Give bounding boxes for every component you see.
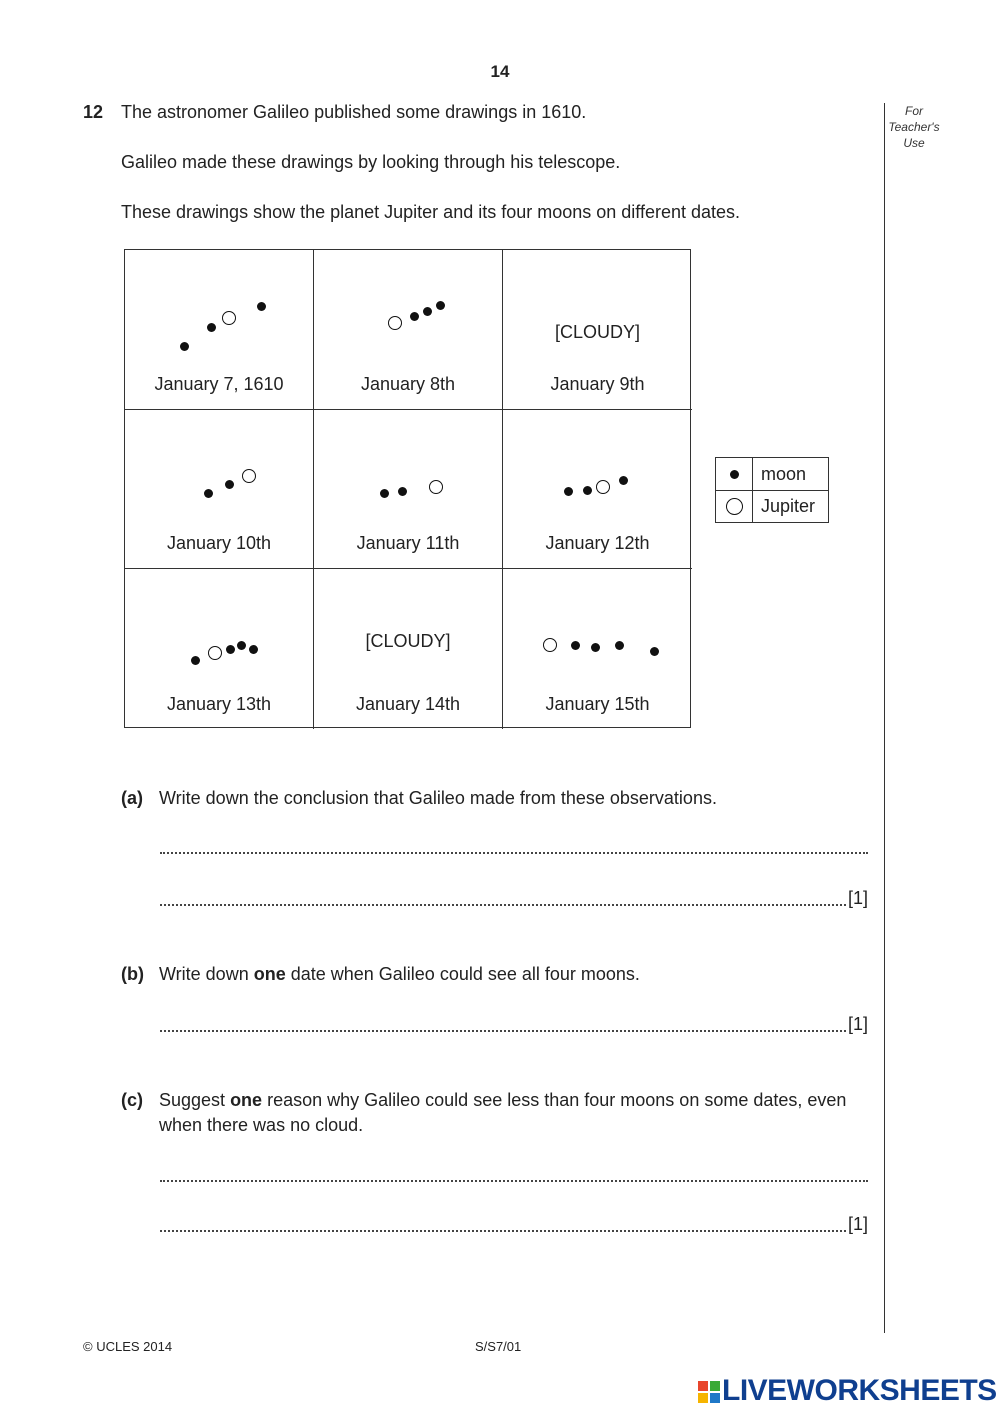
part-a-question: Write down the conclusion that Galileo made from these observations. [159,788,717,808]
page-number: 14 [490,62,510,81]
observation-date: January 8th [360,373,456,394]
teacher-use-line-3: Use [903,136,925,150]
legend-row-jupiter [716,490,828,522]
moon-dot [583,486,592,495]
moon-dot [225,480,234,489]
part-b-text-1: Write down [159,964,254,984]
part-b-answer-line[interactable] [160,1030,846,1032]
moon-dot [207,323,216,332]
observation-cell-jan-8 [314,250,503,410]
observation-date: January 13th [166,693,272,714]
part-c-question-line-1 [159,1090,846,1111]
jupiter-circle [726,498,743,515]
legend-label-jupiter: Jupiter [761,496,816,516]
moon-dot [191,656,200,665]
teacher-use-label [880,103,948,151]
part-a-answer-line-2[interactable] [160,904,846,906]
moon-dot [571,641,580,650]
moon-dot [380,489,389,498]
jupiter-circle [429,480,443,494]
observation-date: January 14th [355,693,461,714]
teacher-use-line-1: For [905,104,923,118]
observation-cell-jan-10 [125,410,314,570]
copyright: © UCLES 2014 [83,1339,173,1354]
moon-dot [410,312,419,321]
part-a-marks: [1] [848,888,869,908]
moon-dot [650,647,659,656]
observation-date: January 12th [545,533,650,553]
cloudy-label: [CLOUDY] [554,322,641,342]
moon-dot [564,487,573,496]
observation-cell-jan-12 [503,410,692,570]
paper-code: S/S7/01 [475,1339,522,1354]
part-c-bold: one [230,1090,263,1110]
moon-dot [591,643,600,652]
part-c-answer-line-2[interactable] [160,1230,846,1232]
liveworksheets-watermark[interactable]: LIVEWORKSHEETS [722,1374,997,1407]
legend-key [715,457,829,523]
moon-dot [615,641,624,650]
jupiter-symbol-cell [716,490,753,522]
moon-dot [237,641,246,650]
liveworksheets-logo-icon [698,1381,720,1403]
part-c-question-line-2: when there was no cloud. [159,1115,364,1135]
part-b-bold: one [253,964,286,984]
moon-dot [180,342,189,351]
legend-row-moon [716,458,828,491]
moon-dot [398,487,407,496]
moon-dot [423,307,432,316]
observation-cell-jan-14 [314,569,503,729]
observation-cell-jan-15 [503,569,692,729]
jupiter-circle [222,311,236,325]
moon-dot [730,470,739,479]
observation-cell-jan-9 [503,250,692,410]
jupiter-circle [388,316,402,330]
moon-symbol-cell [716,458,753,490]
cloudy-label: [CLOUDY] [365,631,451,651]
part-a-label: (a) [121,788,143,808]
observation-date: January 7, 1610 [154,373,284,394]
moon-dot [249,645,258,654]
observation-date: January 10th [166,533,272,553]
question-number: 12 [83,102,104,122]
moon-dot [204,489,213,498]
part-c-text-1: Suggest [159,1090,231,1110]
intro-line-2: Galileo made these drawings by looking through his telescope. [121,152,621,172]
jupiter-circle [242,469,256,483]
moon-dot [436,301,445,310]
observation-cell-jan-7 [125,250,314,410]
moon-dot [619,476,628,485]
part-c-marks: [1] [848,1214,869,1234]
part-b-label: (b) [121,964,144,984]
legend-label-moon: moon [761,464,807,484]
part-b-marks: [1] [848,1014,869,1034]
part-a-answer-line-1[interactable] [160,852,868,854]
jupiter-circle [543,638,557,652]
observation-cell-jan-11 [314,410,503,570]
teacher-margin-rule [884,103,885,1333]
teacher-use-line-2: Teacher's [888,120,940,134]
jupiter-circle [596,480,610,494]
part-c-label: (c) [121,1090,143,1110]
observation-date: January 15th [545,693,650,714]
observation-date: January 11th [356,533,460,553]
part-b-text-2: date when Galileo could see all four moons. [285,964,640,984]
intro-line-3: These drawings show the planet Jupiter and its four moons on different dates. [121,202,741,222]
part-c-text-2: reason why Galileo could see less than four moons on some dates, even [262,1090,847,1110]
moon-dot [257,302,266,311]
jupiter-circle [208,646,222,660]
observation-grid [124,249,691,728]
part-c-answer-line-1[interactable] [160,1180,868,1182]
observation-cell-jan-13 [125,569,314,729]
part-b-question [159,964,640,985]
intro-line-1: The astronomer Galileo published some drawings in 1610. [121,102,587,122]
moon-dot [226,645,235,654]
observation-date: January 9th [550,373,645,394]
